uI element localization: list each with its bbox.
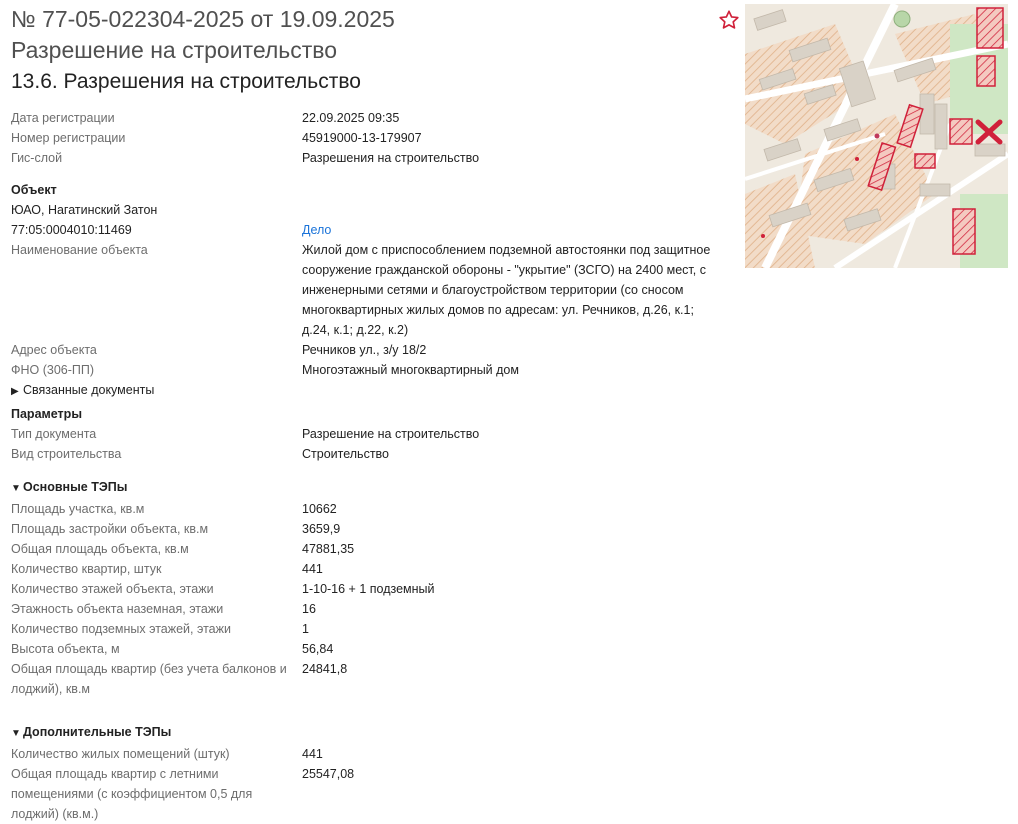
- tep-value: 47881,35: [302, 542, 355, 556]
- document-type-value: Разрешение на строительство: [302, 427, 480, 441]
- main-tep-heading: Основные ТЭПы: [23, 480, 128, 494]
- tep-value: 10662: [302, 502, 337, 516]
- construction-kind-value: Строительство: [302, 447, 389, 461]
- tep-row: [0, 599, 740, 619]
- main-tep-section: [0, 477, 740, 699]
- object-address-value: Речников ул., з/у 18/2: [302, 343, 427, 357]
- general-row: [0, 108, 740, 128]
- cadastral-number: 77:05:0004010:11469: [11, 223, 132, 237]
- tep-value: 441: [302, 562, 323, 576]
- registration-date-value: 22.09.2025 09:35: [302, 111, 400, 125]
- tep-row: [0, 579, 740, 599]
- tep-label: Количество жилых помещений (штук): [11, 747, 230, 761]
- registration-number-label: Номер регистрации: [11, 131, 126, 145]
- parameter-row: [0, 444, 740, 464]
- fno-value: Многоэтажный многоквартирный дом: [302, 363, 519, 377]
- tep-row: [0, 659, 740, 699]
- object-name-value: Жилой дом с приспособлением подземной автостоянки под защитное сооружение гражданской обороны - "укрытие" (ЗСГО) на 2400 мест, с инженерными сетями и благоустройством территории (со сносом многоквартирных жилых домов по адресам: ул. Речников, д.26, к.1; д.24, к.1; д.22, к.2): [302, 243, 711, 337]
- extra-tep-heading: Дополнительные ТЭПы: [23, 725, 172, 739]
- tep-row: [0, 539, 740, 559]
- tep-label: Количество подземных этажей, этажи: [11, 622, 231, 636]
- object-address-row: [0, 340, 740, 360]
- general-row: [0, 128, 740, 148]
- case-link[interactable]: Дело: [302, 223, 332, 237]
- tep-value: 56,84: [302, 642, 334, 656]
- triangle-down-icon: ▼: [11, 483, 21, 494]
- triangle-down-icon: ▼: [11, 728, 21, 739]
- document-type-label: Тип документа: [11, 427, 97, 441]
- tep-row: [0, 744, 740, 764]
- related-documents-toggle[interactable]: [0, 380, 740, 402]
- object-section: [0, 180, 740, 402]
- tep-value: 16: [302, 602, 316, 616]
- tep-value: 1-10-16 + 1 подземный: [302, 582, 435, 596]
- tep-row: [0, 559, 740, 579]
- tep-label: Высота объекта, м: [11, 642, 120, 656]
- registration-date-label: Дата регистрации: [11, 111, 115, 125]
- tep-value: 1: [302, 622, 309, 636]
- extra-tep-section: [0, 722, 740, 821]
- tep-label: Общая площадь квартир (без учета балконов и лоджий), кв.м: [11, 662, 287, 696]
- fno-label: ФНО (306-ПП): [11, 363, 95, 377]
- object-address-label: Адрес объекта: [11, 343, 97, 357]
- general-row: [0, 148, 740, 168]
- parameter-row: [0, 424, 740, 444]
- object-name-label: Наименование объекта: [11, 243, 148, 257]
- extra-tep-toggle[interactable]: [0, 722, 740, 744]
- tep-label: Количество этажей объекта, этажи: [11, 582, 214, 596]
- tep-label: Количество квартир, штук: [11, 562, 162, 576]
- favorite-star-icon[interactable]: [718, 9, 740, 31]
- cadastral-row: [0, 220, 740, 240]
- document-category-title: 13.6. Разрешения на строительство: [11, 70, 361, 93]
- tep-value: 25547,08: [302, 767, 355, 781]
- tep-row: [0, 619, 740, 639]
- fno-row: [0, 360, 740, 380]
- tep-label: Площадь застройки объекта, кв.м: [11, 522, 209, 536]
- gis-layer-label: Гис-слой: [11, 151, 63, 165]
- construction-kind-label: Вид строительства: [11, 447, 122, 461]
- tep-label: Площадь участка, кв.м: [11, 502, 145, 516]
- document-number-title: № 77-05-022304-2025 от 19.09.2025: [11, 6, 395, 32]
- related-documents-label: Связанные документы: [23, 383, 155, 397]
- tep-value: 3659,9: [302, 522, 341, 536]
- map-thumbnail[interactable]: [745, 4, 1008, 268]
- main-tep-toggle[interactable]: [0, 477, 740, 499]
- triangle-right-icon: ▶: [11, 386, 19, 397]
- tep-row: [0, 499, 740, 519]
- general-info: [0, 108, 740, 168]
- parameters-section: [0, 404, 740, 464]
- tep-value: 441: [302, 747, 323, 761]
- object-name-row: [0, 240, 740, 340]
- object-district: ЮАО, Нагатинский Затон: [11, 203, 158, 217]
- document-type-title: Разрешение на строительство: [11, 37, 338, 63]
- tep-label: Общая площадь объекта, кв.м: [11, 542, 189, 556]
- tep-row: [0, 639, 740, 659]
- tep-label: Этажность объекта наземная, этажи: [11, 602, 224, 616]
- parameters-heading: Параметры: [11, 407, 82, 421]
- tep-value: 24841,8: [302, 662, 348, 676]
- gis-layer-value: Разрешения на строительство: [302, 151, 480, 165]
- tep-row: [0, 519, 740, 539]
- object-heading: Объект: [11, 183, 57, 197]
- tep-row: [0, 764, 740, 821]
- map-image: [745, 4, 1008, 268]
- tep-label: Общая площадь квартир с летними помещениями (с коэффициентом 0,5 для лоджий) (кв.м.): [11, 767, 253, 821]
- registration-number-value: 45919000-13-179907: [302, 131, 422, 145]
